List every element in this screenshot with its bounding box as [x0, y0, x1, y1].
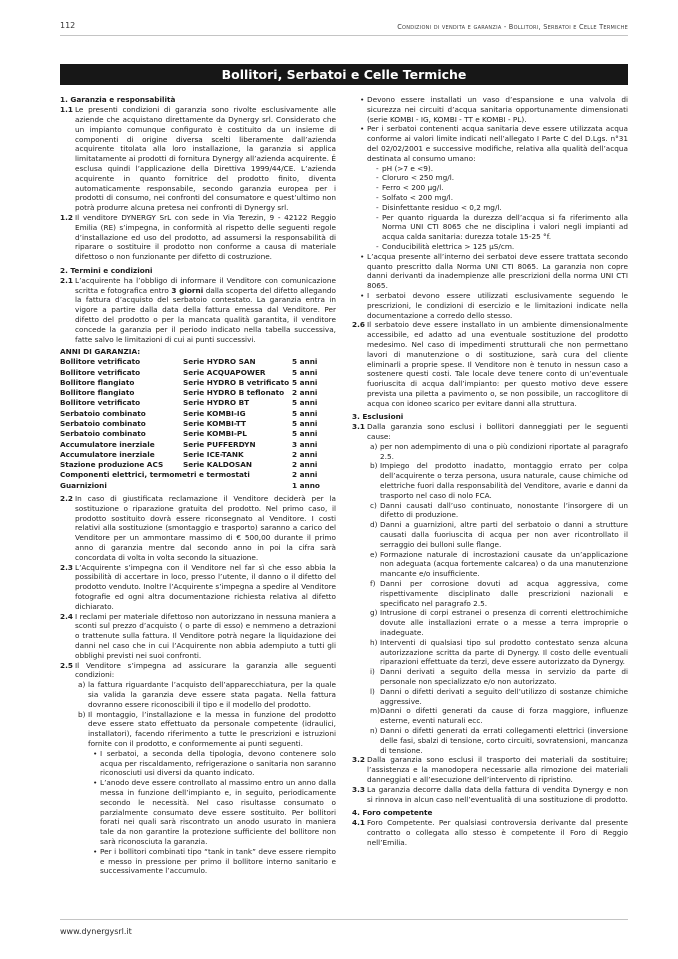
- paragraph-text: Il venditore DYNERGY SrL con sede in Via Terezin, 9 - 42122 Reggio Emilia (RE) s’impegna, in conformità al rispetto delle seguenti regole d’installazione ed uso del prodotto, ad assumersi la responsabilità di riparare o sostituire il prodotto non conforme a causa di materiale difettoso o non funzionante per difetto di costruzione.: [75, 213, 336, 262]
- paragraph-text: Il serbatoio deve essere installato in un ambiente dimensionalmente accessibile, ed adatto ad una eventuale sostituzione del prodotto medesimo. Nel caso di impedimenti strutturali che non permettano lavori di manutenzione o di sostituzione, sarà cura del cliente eliminarli a proprie spese. Il Venditore non è tenuto in nessun caso a sostenere questi costi. Tale locale deve tenere conto di un’eventuale fuoriuscita di acqua dall’impianto: per questo motivo deve essere prevista una piletta a pavimento o, se non possibile, un raccoglitore di acqua con idoneo scarico per evitare danni alla struttura.: [367, 320, 628, 408]
- clause-paragraph: [60, 213, 336, 262]
- paragraph-text: I serbatoi, a seconda della tipologia, devono contenere solo acqua per riscaldamento, refrigerazione o sanitaria non saranno riconosciuti usi diversi da quanto indicato.: [100, 748, 336, 778]
- cell-product-type: Guarnizioni: [60, 480, 107, 490]
- paragraph-text: Il montaggio, l’installazione e la messa in funzione del prodotto deve essere stato effettuato da personale competente (idraulici, installatori), facendo riferimento a tutte le prescrizioni e istruzioni fornite con il prodotto, e conformemente ai punti seguenti.: [88, 709, 336, 748]
- paragraph-text: L’acquirente ha l’obbligo di informare il Venditore con comunicazione scritta e fotografica entro 3 giorni dalla scoperta del difetto allegando la fattura d’acquisto del serbatoio contestato. La garanzia entra in vigore a partire dalla data della fattura emessa dal Venditore. Per difetto del prodotto o per la mancata qualità garantita, il venditore concede la garanzia per il periodo indicato nella tabella successiva, fatte salvo le limitazioni di cui ai punti successivi.: [75, 275, 336, 344]
- table-row: [60, 450, 336, 460]
- cell-warranty-years: 5 anni: [292, 398, 318, 408]
- table-row: [60, 409, 336, 419]
- dash-marker: -: [376, 202, 379, 212]
- paragraph-text: pH (>7 e <9).: [382, 163, 434, 173]
- lettered-list-item: [60, 680, 336, 709]
- list-label: i): [370, 667, 375, 677]
- section-heading: 4. Foro competente: [352, 807, 433, 817]
- list-label: a): [78, 680, 86, 690]
- cell-warranty-years: 1 anno: [292, 480, 320, 490]
- dash-list-item: [352, 213, 628, 242]
- cell-product-type: Componenti elettrici, termometri e termostati: [60, 470, 250, 480]
- clause-number: 3.3: [352, 784, 365, 794]
- lettered-list-item: [352, 579, 628, 608]
- cell-warranty-years: 3 anni: [292, 439, 318, 449]
- dash-list-item: [352, 164, 628, 174]
- list-label: f): [370, 579, 376, 589]
- clause-number: 2.2: [60, 494, 73, 504]
- bullet-list-item: [352, 124, 628, 163]
- table-row: [60, 357, 336, 367]
- paragraph-text: Danni causati dall’uso continuato, nonostante l’insorgere di un difetto di produzione.: [380, 500, 628, 520]
- dash-marker: -: [376, 173, 379, 183]
- bullet-icon: •: [360, 251, 365, 261]
- paragraph-text: L’acqua presente all’interno dei serbatoi deve essere trattata secondo quanto prescritto dalla Norma UNI CTI 8065. La garanzia non copre danni derivanti da inadempienze alle prescrizioni della norma UNI CTI 8065.: [367, 251, 628, 291]
- list-label: c): [370, 500, 377, 510]
- table-row: [60, 378, 336, 388]
- paragraph-text: Conducibilità elettrica > 125 μS/cm.: [382, 241, 515, 251]
- bullet-list-item: [60, 749, 336, 778]
- bullet-list-item: [352, 95, 628, 124]
- table-row: [60, 440, 336, 450]
- clause-paragraph: [60, 563, 336, 612]
- list-label: h): [370, 637, 378, 647]
- dash-marker: -: [376, 241, 379, 251]
- clause-number: 2.1: [60, 275, 73, 285]
- clause-number: 2.5: [60, 660, 73, 670]
- lettered-list-item: [352, 726, 628, 755]
- cell-product-type: Bollitore flangiato: [60, 388, 135, 398]
- paragraph-text: L’anodo deve essere controllato al massimo entro un anno dalla messa in funzione dell’impianto e, in seguito, periodicamente secondo le necessità. Nel caso risultasse consumato o parzialmente consumato deve essere sostituito. Per bollitori forati nei quali sarà riscontrato un anodo usurato in maniera tale da non garantire la protezione sufficiente del bollitore non sarà riconosciuta la garanzia.: [100, 778, 336, 846]
- clause-number: 2.6: [352, 320, 365, 330]
- paragraph-text: Devono essere installati un vaso d’espansione e una valvola di sicurezza nei circuiti d’acqua sanitaria opportunamente dimensionati (serie KOMBI - IG, KOMBI - TT e KOMBI - PL).: [367, 95, 628, 124]
- paragraph-text: Il Venditore s’impegna ad assicurare la garanzia alle seguenti condizioni:: [75, 660, 336, 680]
- paragraph-text: Danni a guarnizioni, altre parti del serbatoio o danni a strutture causati dalla fuoriuscita di acqua per non aver ricontrollato il serraggio dei bulloni sulle flange.: [380, 520, 628, 549]
- clause-paragraph: [352, 818, 628, 847]
- paragraph-text: Danni o difetti derivati a seguito dell’utilizzo di sostanze chimiche aggressive.: [380, 686, 628, 706]
- bullet-icon: •: [93, 748, 98, 758]
- paragraph-text: Dalla garanzia sono esclusi i bollitori danneggiati per le seguenti cause:: [367, 422, 628, 442]
- cell-warranty-years: 5 anni: [292, 377, 318, 387]
- paragraph-text: Danni o difetti generati da cause di forza maggiore, influenze esterne, eventi naturali ecc.: [380, 706, 628, 726]
- footer-website: www.dynergysrl.it: [60, 927, 132, 936]
- dash-list-item: [352, 173, 628, 183]
- page-number: 112: [60, 21, 76, 30]
- lettered-list-item: [352, 667, 628, 687]
- bullet-icon: •: [93, 778, 98, 788]
- cell-warranty-years: 2 anni: [292, 388, 318, 398]
- clause-number: 2.3: [60, 562, 73, 572]
- cell-product-type: Serbatoio combinato: [60, 419, 146, 428]
- clause-paragraph: [60, 612, 336, 661]
- lettered-list-item: [352, 550, 628, 579]
- clause-number: 3.1: [352, 422, 365, 432]
- lettered-list-item: [352, 687, 628, 707]
- list-label: a): [370, 441, 378, 451]
- table-row: [60, 388, 336, 398]
- dash-marker: -: [376, 212, 379, 222]
- list-label: l): [370, 686, 375, 696]
- right-column: [352, 95, 628, 876]
- cell-product-type: Accumulatore inerziale: [60, 439, 155, 449]
- lettered-list-item: [352, 706, 628, 726]
- bullet-list-item: [60, 847, 336, 876]
- bullet-icon: •: [93, 846, 98, 856]
- clause-number: 2.4: [60, 611, 73, 621]
- lettered-list-item: [352, 608, 628, 637]
- cell-warranty-years: 2 anni: [292, 460, 318, 470]
- paragraph-text: Per quanto riguarda la durezza dell’acqua si fa riferimento alla Norma UNI CTI 8065 che ne disciplina i valori negli impianti ad acqua calda sanitaria: durezza totale 15-25 °f.: [382, 212, 628, 242]
- cell-series: Serie HYDRO B vetrificato: [183, 377, 290, 387]
- list-label: n): [370, 726, 378, 735]
- cell-series: Serie KOMBI-PL: [183, 429, 247, 439]
- paragraph-text: Danni o difetti generati da errati collegamenti elettrici (inversione delle fasi, sbalzi di tensione, corto circuiti, sovratensioni, mancanza di tensione.: [380, 726, 628, 755]
- paragraph-text: Intrusione di corpi estranei o presenza di correnti elettrochimiche dovute alle installazioni errate o a messe a terra improprie o inadeguate.: [380, 608, 628, 638]
- cell-series: Serie HYDRO SAN: [183, 357, 256, 367]
- dash-list-item: [352, 242, 628, 252]
- lettered-list-item: [352, 442, 628, 462]
- table-title: ANNI DI GARANZIA:: [60, 347, 141, 357]
- dash-marker: -: [376, 183, 379, 193]
- cell-warranty-years: 2 anni: [292, 449, 318, 459]
- dash-marker: -: [376, 192, 379, 202]
- paragraph-text: Le presenti condizioni di garanzia sono rivolte esclusivamente alle aziende che acquistano direttamente da Dynergy srl. Considerato che un impianto comunque configurato è costituito da un insieme di componenti di origine diversa scelti liberamente dall’azienda acquirente titolata alla loro installazione, la garanzia si applica limitatamente ai prodotti di fornitura Dynergy all’azienda acquirente. É esclusa quindi l’applicazione della Direttiva 1999/44/CE. L’azienda acquirente in quanto fornitrice del prodotto finito, diventa automaticamente responsabile, secondo garanzia europea per i prodotti di consumo, nei confronti del consumatore e quest’ultimo non potrà produrre alcuna pretesa nei confronti di Dynergy srl.: [75, 105, 336, 213]
- cell-series: Serie HYDRO B teflonato: [183, 388, 285, 398]
- bullet-list-item: [352, 252, 628, 291]
- cell-product-type: Stazione produzione ACS: [60, 460, 164, 470]
- cell-product-type: Bollitore vetrificato: [60, 398, 141, 408]
- lettered-list-item: [352, 461, 628, 500]
- table-row: [60, 419, 336, 429]
- lettered-list-item: [352, 520, 628, 549]
- two-column-layout: [60, 95, 628, 876]
- paragraph-text: Per i serbatoi contenenti acqua sanitaria deve essere utilizzata acqua conforme ai valori limite indicati nell’allegato I Parte C del D.Lgs. n°31 del 02/02/2001 e successive modifiche, relativa alla qualità dell’acqua destinata al consumo umano:: [367, 124, 628, 163]
- clause-paragraph: [60, 276, 336, 345]
- dash-list-item: [352, 193, 628, 203]
- clause-paragraph: [352, 755, 628, 784]
- list-label: b): [370, 461, 378, 471]
- cell-series: Serie PUFFERDYN: [183, 439, 256, 449]
- paragraph-text: Formazione naturale di incrostazioni causate da un’applicazione non adeguata (acqua fortemente calcarea) o da una manutenzione mancante e/o insufficiente.: [380, 549, 628, 579]
- warranty-years-table: [60, 357, 336, 491]
- paragraph-text: Ferro < 200 μg/l.: [382, 183, 444, 193]
- paragraph-text: Impiego del prodotto inadatto, montaggio errato per colpa dell’acquirente o terza persona, usura naturale, cause chimiche od elettriche fuori dalla responsabilità del Venditore, avarie e danni da trasporto nel caso di nolo FCA.: [380, 461, 628, 500]
- table-row: [60, 368, 336, 378]
- cell-product-type: Bollitore vetrificato: [60, 357, 141, 367]
- lettered-list-item: [352, 501, 628, 521]
- cell-warranty-years: 5 anni: [292, 429, 318, 439]
- cell-series: Serie KOMBI-IG: [183, 408, 246, 418]
- section-heading: 2. Termini e condizioni: [60, 265, 153, 275]
- clause-paragraph: [60, 494, 336, 563]
- list-label: d): [370, 520, 378, 530]
- clause-paragraph: [352, 785, 628, 805]
- dash-list-item: [352, 183, 628, 193]
- paragraph-text: per non adempimento di una o più condizioni riportate al paragrafo 2.5.: [380, 441, 628, 461]
- table-row: [60, 481, 336, 491]
- table-row: [60, 429, 336, 439]
- cell-product-type: Bollitore flangiato: [60, 377, 135, 387]
- section-heading: 1. Garanzia e responsabilità: [60, 95, 176, 104]
- clause-number: 1.1: [60, 105, 73, 115]
- paragraph-text: Per i bollitori combinati tipo “tank in tank” deve essere riempito e messo in pressione per primo il bollitore interno sanitario e successivamente l’accumulo.: [100, 846, 336, 876]
- list-label: m): [370, 706, 380, 716]
- table-row: [60, 398, 336, 408]
- clause-paragraph: [352, 422, 628, 442]
- cell-warranty-years: 5 anni: [292, 357, 318, 367]
- clause-paragraph: [60, 661, 336, 681]
- section-heading: 3. Esclusioni: [352, 412, 404, 421]
- running-header: Condizioni di vendita e garanzia - Bollitori, Serbatoi e Celle Termiche: [397, 23, 628, 31]
- bullet-icon: •: [360, 290, 365, 300]
- list-label: g): [370, 608, 378, 618]
- paragraph-text: I serbatoi devono essere utilizzati esclusivamente seguendo le prescrizioni, le condizioni di esercizio e le limitazioni indicate nella documentazione a corredo dello stesso.: [367, 290, 628, 320]
- dash-marker: -: [376, 163, 379, 173]
- cell-product-type: Serbatoio combinato: [60, 429, 146, 439]
- lettered-list-item: [352, 638, 628, 667]
- cell-series: Serie ACQUAPOWER: [183, 367, 266, 377]
- bullet-list-item: [60, 778, 336, 847]
- lettered-list-item: [60, 710, 336, 749]
- clause-paragraph: [352, 320, 628, 408]
- cell-warranty-years: 5 anni: [292, 408, 318, 418]
- table-row: [60, 470, 336, 480]
- footer-divider: [60, 919, 628, 920]
- clause-number: 4.1: [352, 818, 365, 828]
- paragraph-text: Cloruro < 250 mg/l.: [382, 173, 455, 183]
- cell-product-type: Bollitore vetrificato: [60, 367, 141, 377]
- paragraph-text: la fattura riguardante l’acquisto dell’apparecchiatura, per la quale sia valida la garanzia deve essere stata pagata. Nella fattura dovranno essere riconoscibili il tipo e il modello del prodotto.: [88, 680, 336, 709]
- cell-warranty-years: 5 anni: [292, 367, 318, 377]
- paragraph-text: L’Acquirente s’impegna con il Venditore nel far sì che esso abbia la possibilità di accertare in loco, presso l’utente, il danno o il difetto del prodotto venduto. Inoltre l’Acquirente s’impegna a spedire al Venditore fotografie ed ogni altra documentazione richiesta relativa al difetto dichiarato.: [75, 562, 336, 611]
- paragraph-text: Danni per corrosione dovuti ad acqua aggressiva, come rispettivamente disciplinato dalle prescrizioni nazionali e specificato nel paragrafo 2.5.: [380, 579, 628, 608]
- cell-series: Serie KALDOSAN: [183, 460, 253, 470]
- bullet-list-item: [352, 291, 628, 320]
- clause-paragraph: [60, 105, 336, 213]
- cell-warranty-years: 2 anni: [292, 470, 318, 480]
- cell-series: Serie ICE-TANK: [183, 449, 244, 459]
- paragraph-text: La garanzia decorre dalla data della fattura di vendita Dynergy e non si rinnova in alcun caso nell’eventualità di una sostituzione di prodotto.: [367, 784, 628, 804]
- list-label: b): [78, 709, 86, 719]
- paragraph-text: I reclami per materiale difettoso non autorizzano in nessuna maniera a sconti sul prezzo d’acquisto ( o parte di esso) e nemmeno a detrazioni o trattenute sulla fattura. Il Venditore potrà negare la liquidazione dei danni nel caso che in cui l’Acquirente non abbia adempiuto a tutti gli obblighi previsti nei suoi confronti.: [75, 611, 336, 660]
- cell-series: Serie HYDRO BT: [183, 398, 250, 408]
- paragraph-text: In caso di giustificata reclamazione il Venditore deciderà per la sostituzione o riparazione gratuita del prodotto. Nel primo caso, il prodotto sostituito dovrà essere riconsegnato al Venditore. I costi relativi alla sostituzione (smontaggio e trasporto) saranno a carico del Venditore per un ammontare massimo di € 500,00 durante il primo anno di garanzia mentre dal secondo anno in poi la cifra sarà concordata di volta in volta secondo la situazione.: [75, 494, 336, 562]
- paragraph-text: Solfato < 200 mg/l.: [382, 192, 454, 202]
- clause-number: 3.2: [352, 755, 365, 765]
- paragraph-text: Foro Competente. Per qualsiasi controversia derivante dal presente contratto o collegata allo stesso è competente il Foro di Reggio nell’Emilia.: [367, 818, 628, 847]
- left-column: [60, 95, 336, 876]
- clause-number: 1.2: [60, 213, 73, 223]
- bullet-icon: •: [360, 124, 365, 134]
- header-divider: [60, 35, 628, 36]
- bullet-icon: •: [360, 95, 365, 104]
- cell-series: Serie KOMBI-TT: [183, 419, 246, 428]
- table-row: [60, 460, 336, 470]
- cell-warranty-years: 5 anni: [292, 419, 318, 428]
- cell-product-type: Serbatoio combinato: [60, 408, 146, 418]
- cell-product-type: Accumulatore inerziale: [60, 449, 155, 459]
- dash-list-item: [352, 203, 628, 213]
- paragraph-text: Disinfettante residuo < 0,2 mg/l.: [382, 202, 502, 212]
- paragraph-text: Interventi di qualsiasi tipo sul prodotto contestato senza alcuna autorizzazione scritta da parte di Dynergy. Il costo delle eventuali riparazioni effettuate da terzi, deve essere autorizzato da Dynergy.: [380, 637, 628, 667]
- paragraph-text: Dalla garanzia sono esclusi il trasporto dei materiali da sostituire; l’assistenza e la manodopera necessarie alla rimozione dei materiali danneggiati e all’esecuzione dell’intervento di ripristino.: [367, 755, 628, 784]
- paragraph-text: Danni derivati a seguito della messa in servizio da parte di personale non specializzato e/o non autorizzato.: [380, 667, 628, 687]
- list-label: e): [370, 549, 378, 559]
- section-title-banner: Bollitori, Serbatoi e Celle Termiche: [60, 64, 628, 85]
